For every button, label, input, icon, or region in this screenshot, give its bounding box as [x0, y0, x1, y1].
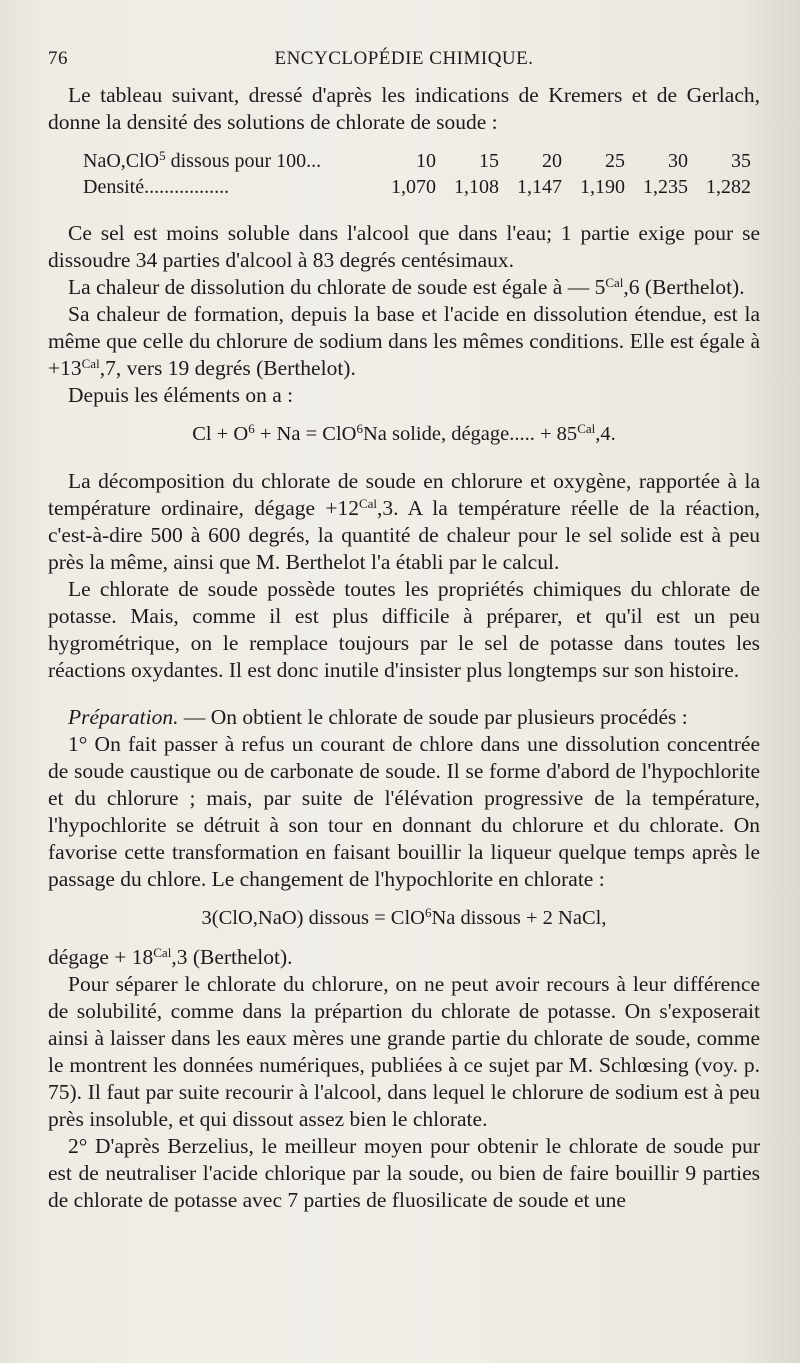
equation-hypochlorite: 3(ClO,NaO) dissous = ClO$^6$Na dissous + 2 NaCl, — [201, 905, 607, 929]
paragraph-separation: Pour séparer le chlorate du chlorure, on ne peut avoir recours à leur différence de solubilité, comme dans la prépartion du chlorate de potasse. On s'exposerait ainsi à laisser dans les eaux mères une grande partie du chlorate de soude, comme le montrent les données numériques, publiées à ce sujet par M. Schlœsing (voy. p. 75). Il faut par suite recourir à l'alcool, dans lequel le chlorure de sodium est à peu près insoluble, et qui dissout assez bien le chlorate. — [48, 972, 760, 1131]
table-row — [83, 174, 751, 200]
running-title: ENCYCLOPÉDIE CHIMIQUE. — [274, 48, 534, 69]
table-cell: 30 — [668, 150, 688, 172]
paragraph-decomposition: La décomposition du chlorate de soude en chlorure et oxygène, rapportée à la température ordinaire, dégage $+12^{Cal},3$. A la température réelle de la réaction, c'est-à-dire 500 à 600 degrés, la quantité de chaleur pour le sel solide est à peu près la même, ainsi que M. Berthelot l'a établi par le calcul. — [48, 469, 760, 574]
paragraph-method-1: 1° On fait passer à refus un courant de chlore dans une dissolution concentrée de soude caustique ou de carbonate de soude. Il se forme d'abord de l'hypochlorite et du chlorure ; mais, par suite de l'élévation progressive de la température, l'hypochlorite se détruit à son tour en donnant du chlorure et du chlorate. On favorise cette transformation en faisant bouillir la liqueur quelque temps après le passage du chlore. Le changement de l'hypochlorite en chlorate : — [48, 732, 760, 891]
table-cell: 20 — [542, 150, 562, 172]
table-cell: 15 — [479, 150, 499, 172]
table-cell: 1,190 — [580, 176, 625, 198]
page-body — [48, 82, 760, 1214]
density-table — [83, 148, 751, 200]
paragraph-solubility: Ce sel est moins soluble dans l'alcool que dans l'eau; 1 partie exige pour se dissoudre 34 parties d'alcool à 83 degrés centésimaux. — [48, 221, 760, 272]
running-header — [48, 48, 760, 74]
page-number: 76 — [48, 48, 68, 69]
paragraph-properties: Le chlorate de soude possède toutes les propriétés chimiques du chlorate de potasse. Mais, comme il est plus difficile à préparer, et qu'il est un peu hygrométrique, on le remplace toujours par le sel de potasse dans toutes les réactions oxydantes. Il est donc inutile d'insister plus longtemps sur son histoire. — [48, 577, 760, 682]
table-cell: 1,282 — [706, 176, 751, 198]
paragraph-method-2: 2° D'après Berzelius, le meilleur moyen pour obtenir le chlorate de soude pur est de neutraliser l'acide chlorique par la soude, ou bien de faire bouillir 9 parties de chlorate de potasse avec 7 parties de fluosilicate de soude et une — [48, 1134, 760, 1212]
paragraph-elements: Depuis les éléments on a : — [68, 383, 294, 407]
paragraph-dissolution-heat: La chaleur de dissolution du chlorate de soude est égale à — $5^{Cal},6$ (Berthelot). — [68, 275, 745, 299]
table-cell: 25 — [605, 150, 625, 172]
table-cell: 35 — [731, 150, 751, 172]
table-row-label: Densité................. — [83, 176, 230, 198]
table-cell: 1,147 — [517, 176, 562, 198]
paragraph-table-intro: Le tableau suivant, dressé d'après les indications de Kremers et de Gerlach, donne la densité des solutions de chlorate de soude : — [48, 83, 760, 134]
table-row — [83, 148, 751, 174]
paragraph-formation-heat: Sa chaleur de formation, depuis la base et l'acide en dissolution étendue, est la même que celle du chlorure de sodium dans les mêmes conditions. Elle est égale à $+13^{Cal},7$, vers 19 degrés (Berthelot). — [48, 302, 760, 380]
paragraph-heat-release: dégage + $18^{Cal},3$ (Berthelot). — [48, 945, 293, 969]
table-cell: 1,235 — [643, 176, 688, 198]
table-cell: 1,070 — [391, 176, 436, 198]
table-cell: 10 — [416, 150, 436, 172]
table-row-label: NaO,ClO$^5$ dissous pour 100... — [83, 148, 322, 172]
paragraph-preparation-heading: Préparation. — On obtient le chlorate de soude par plusieurs procédés : — [68, 705, 688, 729]
equation-formation: $Cl + O^6 + Na = ClO^6Na$ solide, dégage..... + $85^{Cal},4$. — [192, 421, 616, 445]
table-cell: 1,108 — [454, 176, 499, 198]
